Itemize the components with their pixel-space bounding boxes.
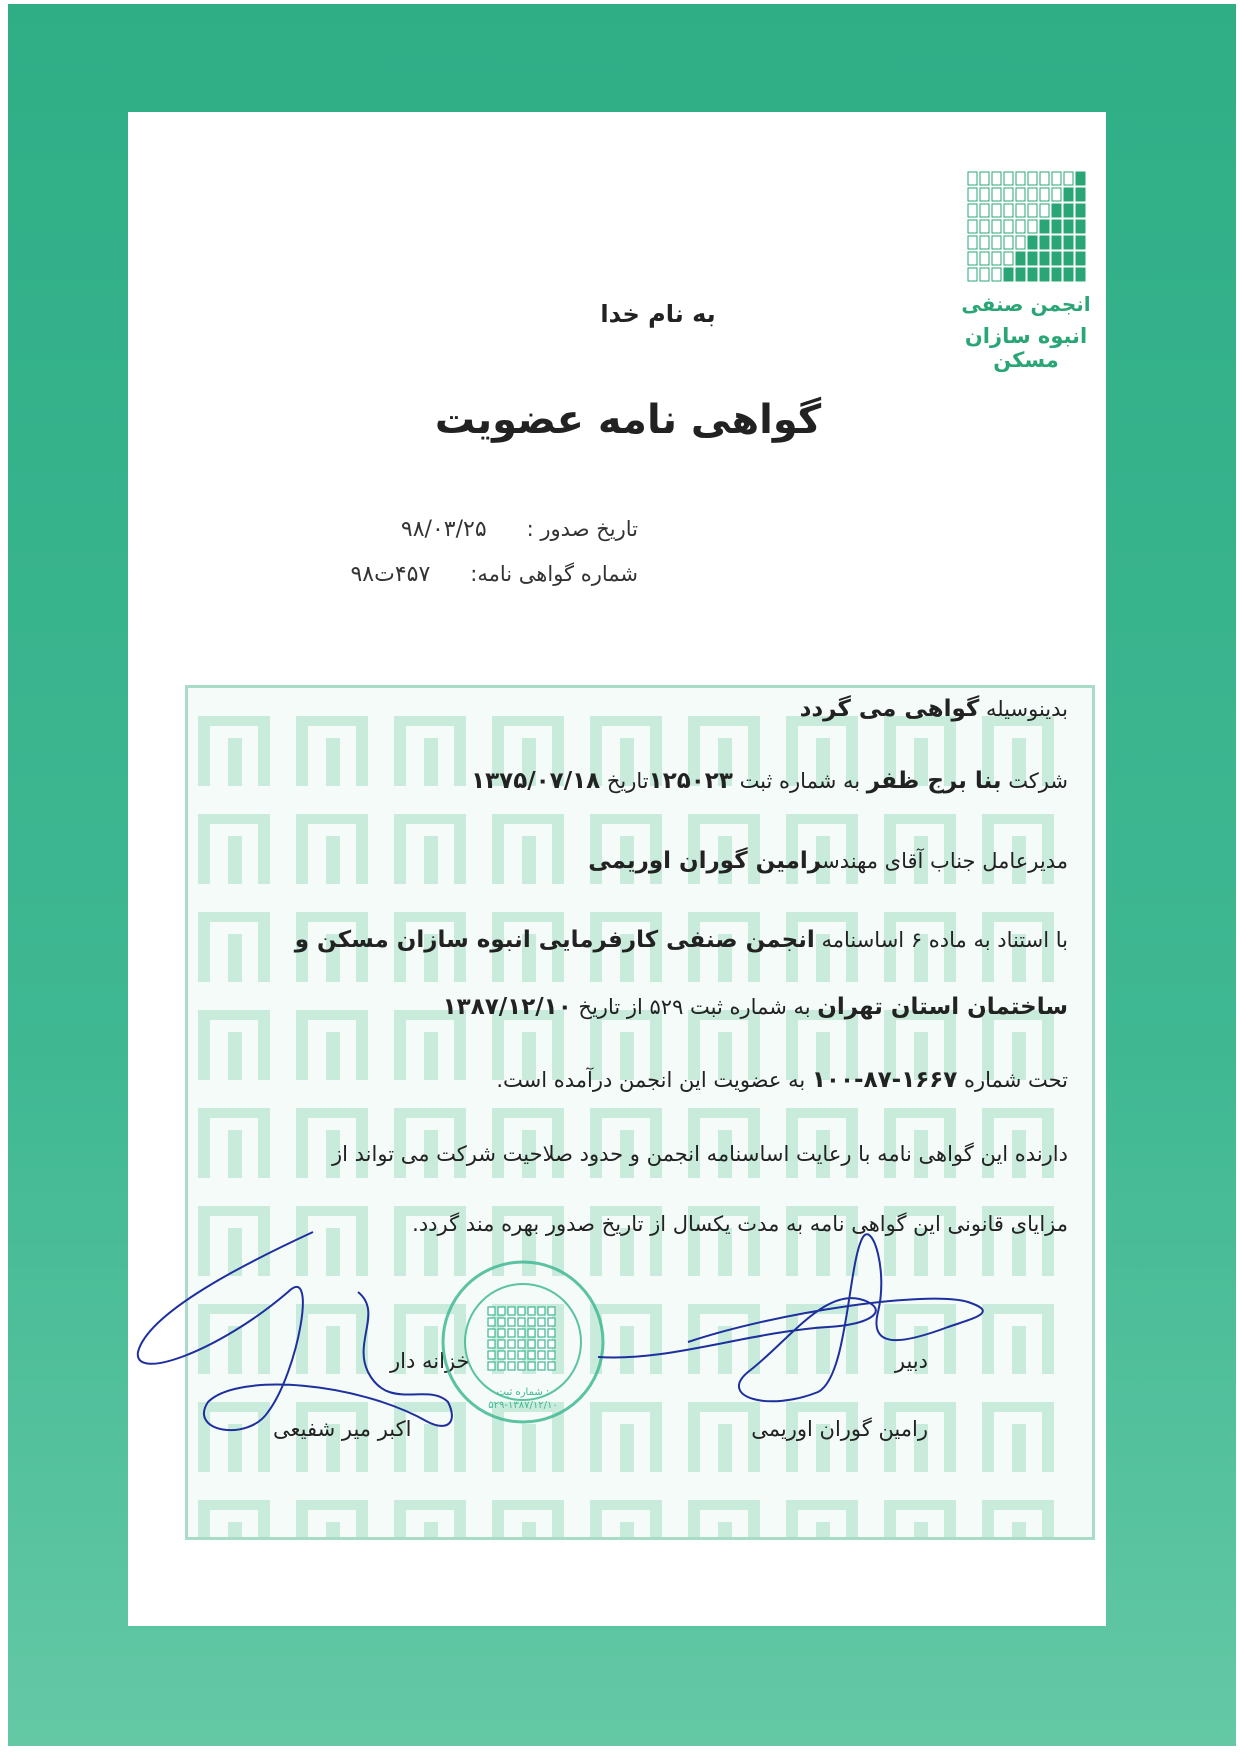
logo-window xyxy=(1076,220,1085,233)
pattern-house xyxy=(198,1402,270,1472)
association-logo xyxy=(941,168,1111,372)
pattern-wall xyxy=(590,1500,602,1537)
logo-window xyxy=(1028,188,1037,201)
pattern-house xyxy=(982,1402,1054,1472)
pattern-wall xyxy=(982,1304,994,1374)
pattern-door xyxy=(326,1326,340,1374)
logo-window xyxy=(968,252,977,265)
logo-window xyxy=(1016,172,1025,185)
logo-window xyxy=(1004,220,1013,233)
logo-window xyxy=(1076,268,1085,281)
pattern-house xyxy=(394,1500,466,1537)
body-text: به شماره ثبت ۵۲۹ از تاریخ xyxy=(571,995,818,1019)
logo-window xyxy=(1052,204,1061,217)
pattern-wall xyxy=(356,1304,368,1374)
logo-window xyxy=(968,268,977,281)
pattern-wall xyxy=(944,1500,956,1537)
logo-window xyxy=(1040,220,1049,233)
association-name: ساختمان استان تهران xyxy=(817,994,1068,1020)
logo-window xyxy=(1040,252,1049,265)
pattern-house xyxy=(296,1500,368,1537)
logo-window xyxy=(968,188,977,201)
pattern-wall xyxy=(1042,1500,1054,1537)
pattern-wall xyxy=(258,1304,270,1374)
body-line-1 xyxy=(218,696,1068,722)
logo-window xyxy=(1040,268,1049,281)
logo-window xyxy=(968,220,977,233)
logo-window xyxy=(1052,220,1061,233)
logo-window xyxy=(968,172,977,185)
pattern-wall xyxy=(198,716,210,786)
pattern-wall xyxy=(492,1304,504,1374)
logo-window xyxy=(1040,172,1049,185)
pattern-wall xyxy=(650,1500,662,1537)
pattern-house xyxy=(198,1304,270,1374)
body-text: بدینوسیله xyxy=(979,697,1068,721)
pattern-wall xyxy=(786,1500,798,1537)
body-text: شرکت xyxy=(1001,769,1068,793)
issue-date-label: تاریخ صدور : xyxy=(526,517,638,541)
registration-date: ۱۳۷۵/۰۷/۱۸ xyxy=(471,768,601,794)
logo-window xyxy=(1052,236,1061,249)
body-line-4 xyxy=(218,927,1068,953)
pattern-door xyxy=(1012,1424,1026,1472)
pattern-house xyxy=(492,1304,564,1374)
logo-window xyxy=(1052,268,1061,281)
logo-window xyxy=(1016,268,1025,281)
pattern-door xyxy=(228,1522,242,1537)
pattern-wall xyxy=(688,1500,700,1537)
logo-window xyxy=(980,252,989,265)
pattern-wall xyxy=(1042,1304,1054,1374)
pattern-house xyxy=(688,1500,760,1537)
pattern-wall xyxy=(198,1206,210,1276)
pattern-door xyxy=(620,1326,634,1374)
logo-window xyxy=(992,268,1001,281)
issue-date-value: ۹۸/۰۳/۲۵ xyxy=(400,517,487,542)
pattern-door xyxy=(1012,1326,1026,1374)
pattern-house xyxy=(982,1500,1054,1537)
logo-window xyxy=(980,188,989,201)
logo-window xyxy=(1064,252,1073,265)
logo-window xyxy=(980,236,989,249)
logo-window xyxy=(1028,204,1037,217)
pattern-door xyxy=(424,1424,438,1472)
pattern-house xyxy=(982,1304,1054,1374)
logo-window xyxy=(980,172,989,185)
pattern-wall xyxy=(198,1010,210,1080)
logo-window xyxy=(1016,188,1025,201)
pattern-wall xyxy=(454,1402,466,1472)
pattern-door xyxy=(816,1522,830,1537)
pattern-wall xyxy=(198,1108,210,1178)
logo-window xyxy=(992,236,1001,249)
pattern-house xyxy=(198,1500,270,1537)
stamp-reg-label: شماره ثبت : xyxy=(496,1387,550,1398)
logo-window xyxy=(1052,172,1061,185)
logo-window xyxy=(1028,252,1037,265)
stamp-reg-value: ۵۲۹-۱۳۸۷/۱۲/۱۰ xyxy=(488,1400,558,1411)
pattern-house xyxy=(590,1402,662,1472)
body-text: به عضویت این انجمن درآمده است. xyxy=(496,1068,812,1092)
pattern-wall xyxy=(296,1500,308,1537)
logo-window xyxy=(1004,236,1013,249)
logo-window xyxy=(1064,220,1073,233)
logo-window xyxy=(1040,236,1049,249)
issue-date-row xyxy=(188,517,638,542)
pattern-house xyxy=(296,1304,368,1374)
pattern-door xyxy=(914,1522,928,1537)
director-title: دبیر xyxy=(894,1349,928,1373)
pattern-wall xyxy=(590,1304,602,1374)
body-emphasis: گواهی می گردد xyxy=(799,696,980,722)
director-name: رامین گوران اوریمی xyxy=(751,1417,928,1441)
ceo-name: رامین گوران اوریمی xyxy=(588,848,823,874)
association-date: ۱۳۸۷/۱۲/۱۰ xyxy=(442,994,572,1020)
pattern-wall xyxy=(590,1402,602,1472)
logo-window xyxy=(992,220,1001,233)
pattern-wall xyxy=(492,1500,504,1537)
basmala: به نام خدا xyxy=(600,300,716,328)
body-text: تاریخ xyxy=(600,769,649,793)
pattern-wall xyxy=(198,1500,210,1537)
pattern-wall xyxy=(258,1500,270,1537)
logo-window xyxy=(1028,236,1037,249)
logo-window xyxy=(1004,172,1013,185)
certificate-paper xyxy=(128,112,1106,1626)
logo-window xyxy=(1004,188,1013,201)
pattern-house xyxy=(590,1500,662,1537)
pattern-door xyxy=(424,1522,438,1537)
pattern-wall xyxy=(1042,1402,1054,1472)
logo-window xyxy=(1028,172,1037,185)
pattern-door xyxy=(620,1522,634,1537)
pattern-house xyxy=(786,1500,858,1537)
pattern-wall xyxy=(356,1500,368,1537)
pattern-wall xyxy=(394,1500,406,1537)
pattern-wall xyxy=(552,1304,564,1374)
treasurer-name: اکبر میر شفیعی xyxy=(273,1417,412,1441)
association-name: انجمن صنفی کارفرمایی انبوه سازان مسکن و xyxy=(294,927,815,953)
pattern-wall xyxy=(198,912,210,982)
body-text: تحت شماره xyxy=(957,1068,1068,1092)
logo-window xyxy=(1076,252,1085,265)
watermark-pattern xyxy=(185,685,1095,1540)
pattern-wall xyxy=(688,1304,700,1374)
logo-window xyxy=(1040,204,1049,217)
logo-window xyxy=(1016,252,1025,265)
body-line-8: مزایای قانونی این گواهی نامه به مدت یکسال از تاریخ صدور بهره مند گردد. xyxy=(412,1212,1068,1236)
pattern-wall xyxy=(846,1500,858,1537)
membership-number: ۱۶۶۷-۸۷-۱۰۰ xyxy=(811,1067,958,1093)
logo-window xyxy=(1076,236,1085,249)
logo-line-2: انبوه سازان مسکن xyxy=(964,324,1088,372)
pattern-house xyxy=(492,1500,564,1537)
logo-window xyxy=(980,268,989,281)
logo-window xyxy=(1016,204,1025,217)
logo-window xyxy=(1004,268,1013,281)
pattern-wall xyxy=(944,1402,956,1472)
logo-window xyxy=(1028,220,1037,233)
building-pattern xyxy=(188,688,1092,1537)
pattern-wall xyxy=(982,1402,994,1472)
body-line-6 xyxy=(218,1067,1068,1093)
pattern-wall xyxy=(198,1402,210,1472)
logo-window xyxy=(1064,236,1073,249)
logo-window xyxy=(1016,236,1025,249)
company-name: بنا برج ظفر xyxy=(866,768,1002,794)
pattern-wall xyxy=(492,1402,504,1472)
pattern-door xyxy=(228,1424,242,1472)
logo-window xyxy=(980,220,989,233)
treasurer-title: خزانه دار xyxy=(390,1349,470,1373)
logo-window xyxy=(980,204,989,217)
logo-window xyxy=(1064,204,1073,217)
pattern-house xyxy=(884,1500,956,1537)
logo-window xyxy=(1064,172,1073,185)
pattern-wall xyxy=(198,814,210,884)
body-text: با استناد به ماده ۶ اساسنامه xyxy=(814,928,1068,952)
logo-window xyxy=(1028,268,1037,281)
logo-window xyxy=(992,252,1001,265)
pattern-wall xyxy=(982,1500,994,1537)
logo-window xyxy=(1064,268,1073,281)
pattern-door xyxy=(522,1326,536,1374)
pattern-wall xyxy=(944,1304,956,1374)
logo-window xyxy=(968,204,977,217)
certificate-number-value: ۴۵۷ت۹۸ xyxy=(350,562,431,587)
certificate-title: گواهی نامه عضویت xyxy=(434,397,822,443)
body-line-2 xyxy=(218,768,1068,794)
logo-window xyxy=(968,236,977,249)
pattern-door xyxy=(522,1424,536,1472)
logo-window xyxy=(1076,172,1085,185)
certificate-number-label: شماره گواهی نامه: xyxy=(470,562,638,586)
logo-window xyxy=(1004,252,1013,265)
pattern-house xyxy=(590,1304,662,1374)
pattern-wall xyxy=(552,1500,564,1537)
pattern-door xyxy=(1012,1522,1026,1537)
logo-window xyxy=(1076,204,1085,217)
logo-window xyxy=(1052,188,1061,201)
body-line-7: دارنده این گواهی نامه با رعایت اساسنامه انجمن و حدود صلاحیت شرکت می تواند از xyxy=(332,1142,1068,1166)
pattern-door xyxy=(620,1424,634,1472)
pattern-door xyxy=(522,1522,536,1537)
logo-window xyxy=(992,188,1001,201)
pattern-house xyxy=(492,1402,564,1472)
pattern-wall xyxy=(258,1402,270,1472)
pattern-wall xyxy=(296,1304,308,1374)
pattern-wall xyxy=(688,1402,700,1472)
pattern-door xyxy=(718,1522,732,1537)
logo-window xyxy=(1052,252,1061,265)
registration-number: ۱۲۵۰۲۳ xyxy=(648,768,733,794)
logo-window xyxy=(1004,204,1013,217)
pattern-wall xyxy=(454,1500,466,1537)
logo-window xyxy=(1016,220,1025,233)
pattern-door xyxy=(228,1326,242,1374)
logo-window xyxy=(992,172,1001,185)
logo-window xyxy=(1040,188,1049,201)
logo-line-1: انجمن صنفی xyxy=(961,292,1091,316)
body-line-5 xyxy=(218,994,1068,1020)
body-text: مدیرعامل جناب آقای مهندس xyxy=(822,849,1068,873)
body-line-3 xyxy=(218,848,1068,874)
pattern-wall xyxy=(198,1304,210,1374)
pattern-wall xyxy=(552,1402,564,1472)
logo-window xyxy=(992,204,1001,217)
certificate-number-row xyxy=(188,562,638,587)
body-text: به شماره ثبت xyxy=(732,769,867,793)
building-grid-icon xyxy=(964,168,1088,288)
logo-window xyxy=(1064,188,1073,201)
pattern-door xyxy=(326,1522,340,1537)
logo-window xyxy=(1076,188,1085,201)
pattern-wall xyxy=(884,1500,896,1537)
pattern-wall xyxy=(650,1304,662,1374)
pattern-wall xyxy=(748,1500,760,1537)
pattern-wall xyxy=(650,1402,662,1472)
